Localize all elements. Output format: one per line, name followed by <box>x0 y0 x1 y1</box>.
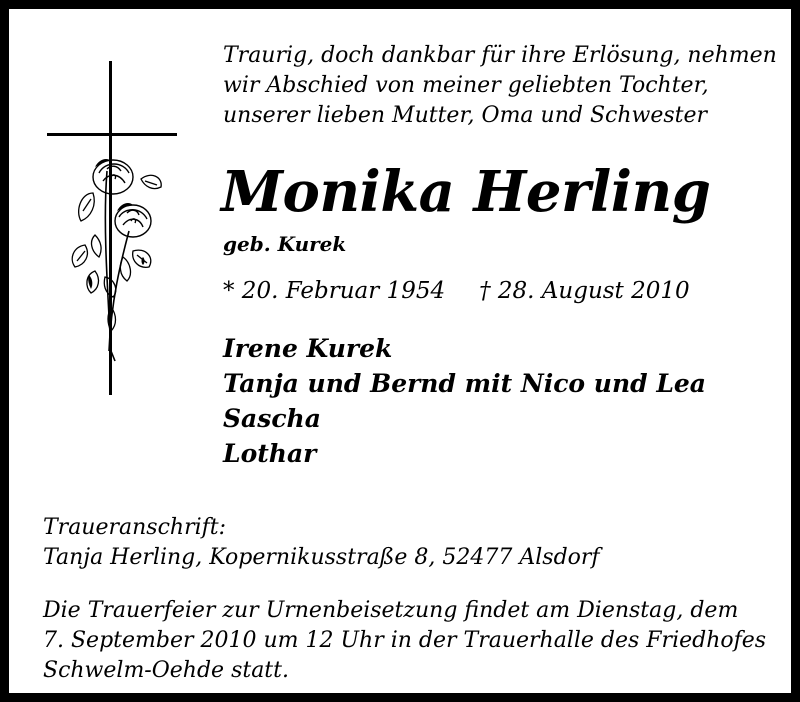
mourning-address <box>43 513 600 573</box>
ceremony-line: 7. September 2010 um 12 Uhr in der Trauerhalle des Friedhofes <box>43 628 767 653</box>
life-dates <box>223 275 690 307</box>
intro-line: unserer lieben Mutter, Oma und Schwester <box>223 103 708 128</box>
ceremony-notice <box>43 596 766 686</box>
mourner: Irene Kurek <box>223 334 393 363</box>
birth-name: geb. Kurek <box>223 232 347 256</box>
ceremony-line: Schwelm-Oehde statt. <box>43 658 289 683</box>
intro-text <box>223 41 793 131</box>
cross-with-roses-icon <box>45 61 179 397</box>
ceremony-line: Die Trauerfeier zur Urnenbeisetzung findet am Dienstag, dem <box>43 598 739 623</box>
death-date: † 28. August 2010 <box>479 278 690 304</box>
address-label: Traueranschrift: <box>43 515 227 540</box>
intro-line: Traurig, doch dankbar für ihre Erlösung, nehmen <box>223 43 777 68</box>
mourner: Sascha <box>223 404 321 433</box>
mourner: Tanja und Bernd mit Nico und Lea <box>223 369 707 398</box>
mourners-list <box>223 331 706 471</box>
deceased-name: Monika Herling <box>221 159 711 225</box>
mourner: Lothar <box>223 439 317 468</box>
address-line: Tanja Herling, Kopernikusstraße 8, 52477 Alsdorf <box>43 545 600 570</box>
intro-line: wir Abschied von meiner geliebten Tochter, <box>223 73 709 98</box>
birth-date: * 20. Februar 1954 <box>223 278 446 304</box>
